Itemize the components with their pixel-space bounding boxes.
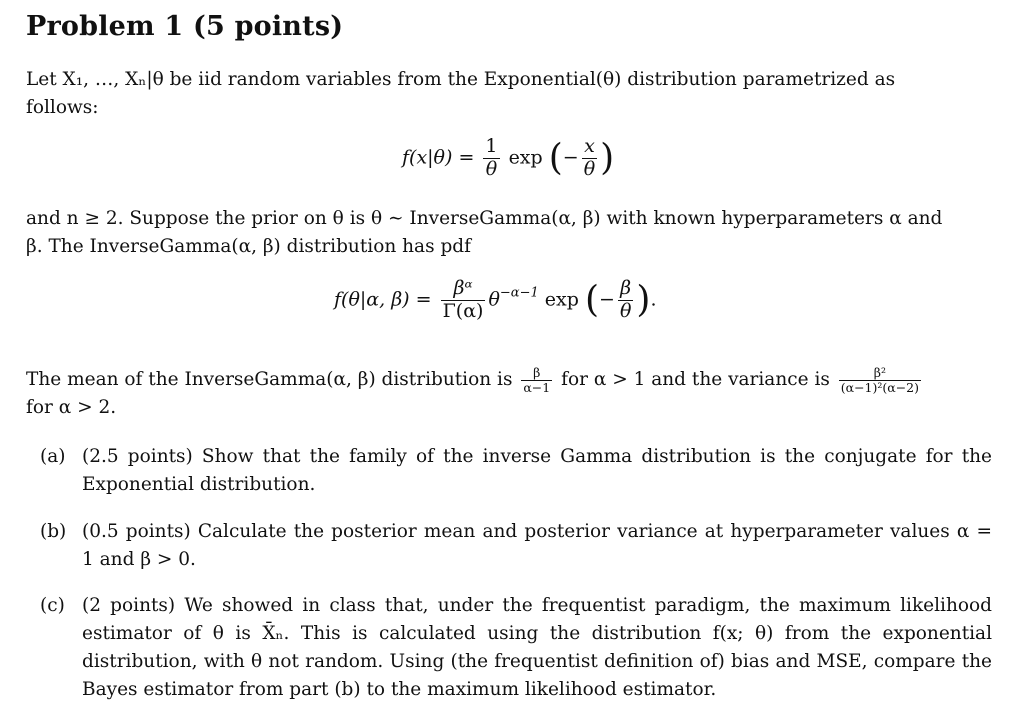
mean-text-part-1: The mean of the InverseGamma(α, β) distribution is: [26, 369, 513, 390]
intro-paragraph: [26, 66, 992, 122]
eq1-den: θ: [485, 157, 498, 180]
variance-fraction: [839, 366, 921, 393]
eq1-exp: exp: [508, 146, 543, 169]
prior-line-2: β. The InverseGamma(α, β) distribution has pdf: [26, 236, 471, 257]
eq1-inner-den: θ: [583, 157, 596, 180]
part-b-label: (b): [40, 521, 67, 542]
eq2-inner-den: θ: [619, 299, 632, 322]
eq1-lhs: f(x|θ) =: [402, 146, 475, 169]
eq1-inner-fraction: [582, 136, 597, 181]
part-a-item: [40, 443, 992, 499]
eq1-num: 1: [485, 135, 498, 157]
part-c-text: (2 points) We showed in class that, under the frequentist paradigm, the maximum likelihood estimator of θ is X̄ₙ. This is calculated using the distribution f(x; θ) from the exponential distribution, with θ not random. Using (the frequentist definition of) bias and MSE, compare the Bayes estimator from part (b) to the maximum likelihood estimator.: [82, 595, 992, 700]
eq2-period: .: [650, 288, 657, 311]
exponential-pdf-equation: f(x|θ) = $\frac{1}{\theta}$ exp (− $\frac{x}{\theta}$ ): [402, 135, 615, 180]
variance-den: (α−1)²(α−2): [840, 379, 920, 395]
part-a-label: (a): [40, 446, 66, 467]
eq2-den: Γ(α): [442, 299, 484, 322]
eq2-lhs: f(θ|α, β) =: [334, 288, 432, 311]
mean-variance-paragraph: [26, 366, 992, 422]
eq2-inner-num: β: [618, 278, 633, 301]
eq2-fraction: [441, 278, 486, 323]
inverse-gamma-pdf-equation: f(θ|α, β) = $\frac{\text{βᵅ}}{\Gamma(\alpha)}$ $\theta^{-\alpha-1}$ exp (− $\frac{\beta}{\theta}$ ).: [334, 277, 657, 322]
prior-paragraph: [26, 205, 992, 261]
eq2-num: βᵅ: [441, 278, 486, 301]
mean-num: β: [521, 366, 552, 380]
eq2-theta: θ: [488, 288, 500, 311]
part-b-text: (0.5 points) Calculate the posterior mean and posterior variance at hyperparameter values α = 1 and β > 0.: [82, 521, 992, 570]
part-c-label: (c): [40, 595, 65, 616]
part-b-item: [40, 518, 992, 574]
eq1-minus: −: [562, 146, 579, 169]
eq1-fraction: [483, 136, 499, 181]
eq2-minus: −: [599, 288, 615, 311]
eq2-inner-fraction: [618, 278, 633, 323]
problem-title: Problem 1 (5 points): [26, 11, 344, 42]
mean-fraction: [521, 366, 552, 393]
eq2-exp: exp: [544, 288, 579, 311]
variance-num: β²: [839, 366, 921, 380]
mean-den: α−1: [523, 379, 551, 395]
intro-line-1: Let X₁, …, Xₙ|θ be iid random variables from the Exponential(θ) distribution parametrized as: [26, 69, 896, 90]
part-a-text: (2.5 points) Show that the family of the inverse Gamma distribution is the conjugate for the Exponential distribution.: [82, 446, 992, 495]
mean-text-part-2: for α > 1 and the variance is: [561, 369, 830, 390]
mean-text-line-2: for α > 2.: [26, 397, 117, 418]
eq2-theta-exponent: −α−1: [499, 285, 539, 301]
prior-line-1: and n ≥ 2. Suppose the prior on θ is θ ∼ InverseGamma(α, β) with known hyperparameters α and: [26, 208, 943, 229]
intro-line-2: follows:: [26, 97, 99, 118]
eq1-inner-num: x: [582, 136, 597, 159]
part-c-item: [40, 592, 992, 704]
